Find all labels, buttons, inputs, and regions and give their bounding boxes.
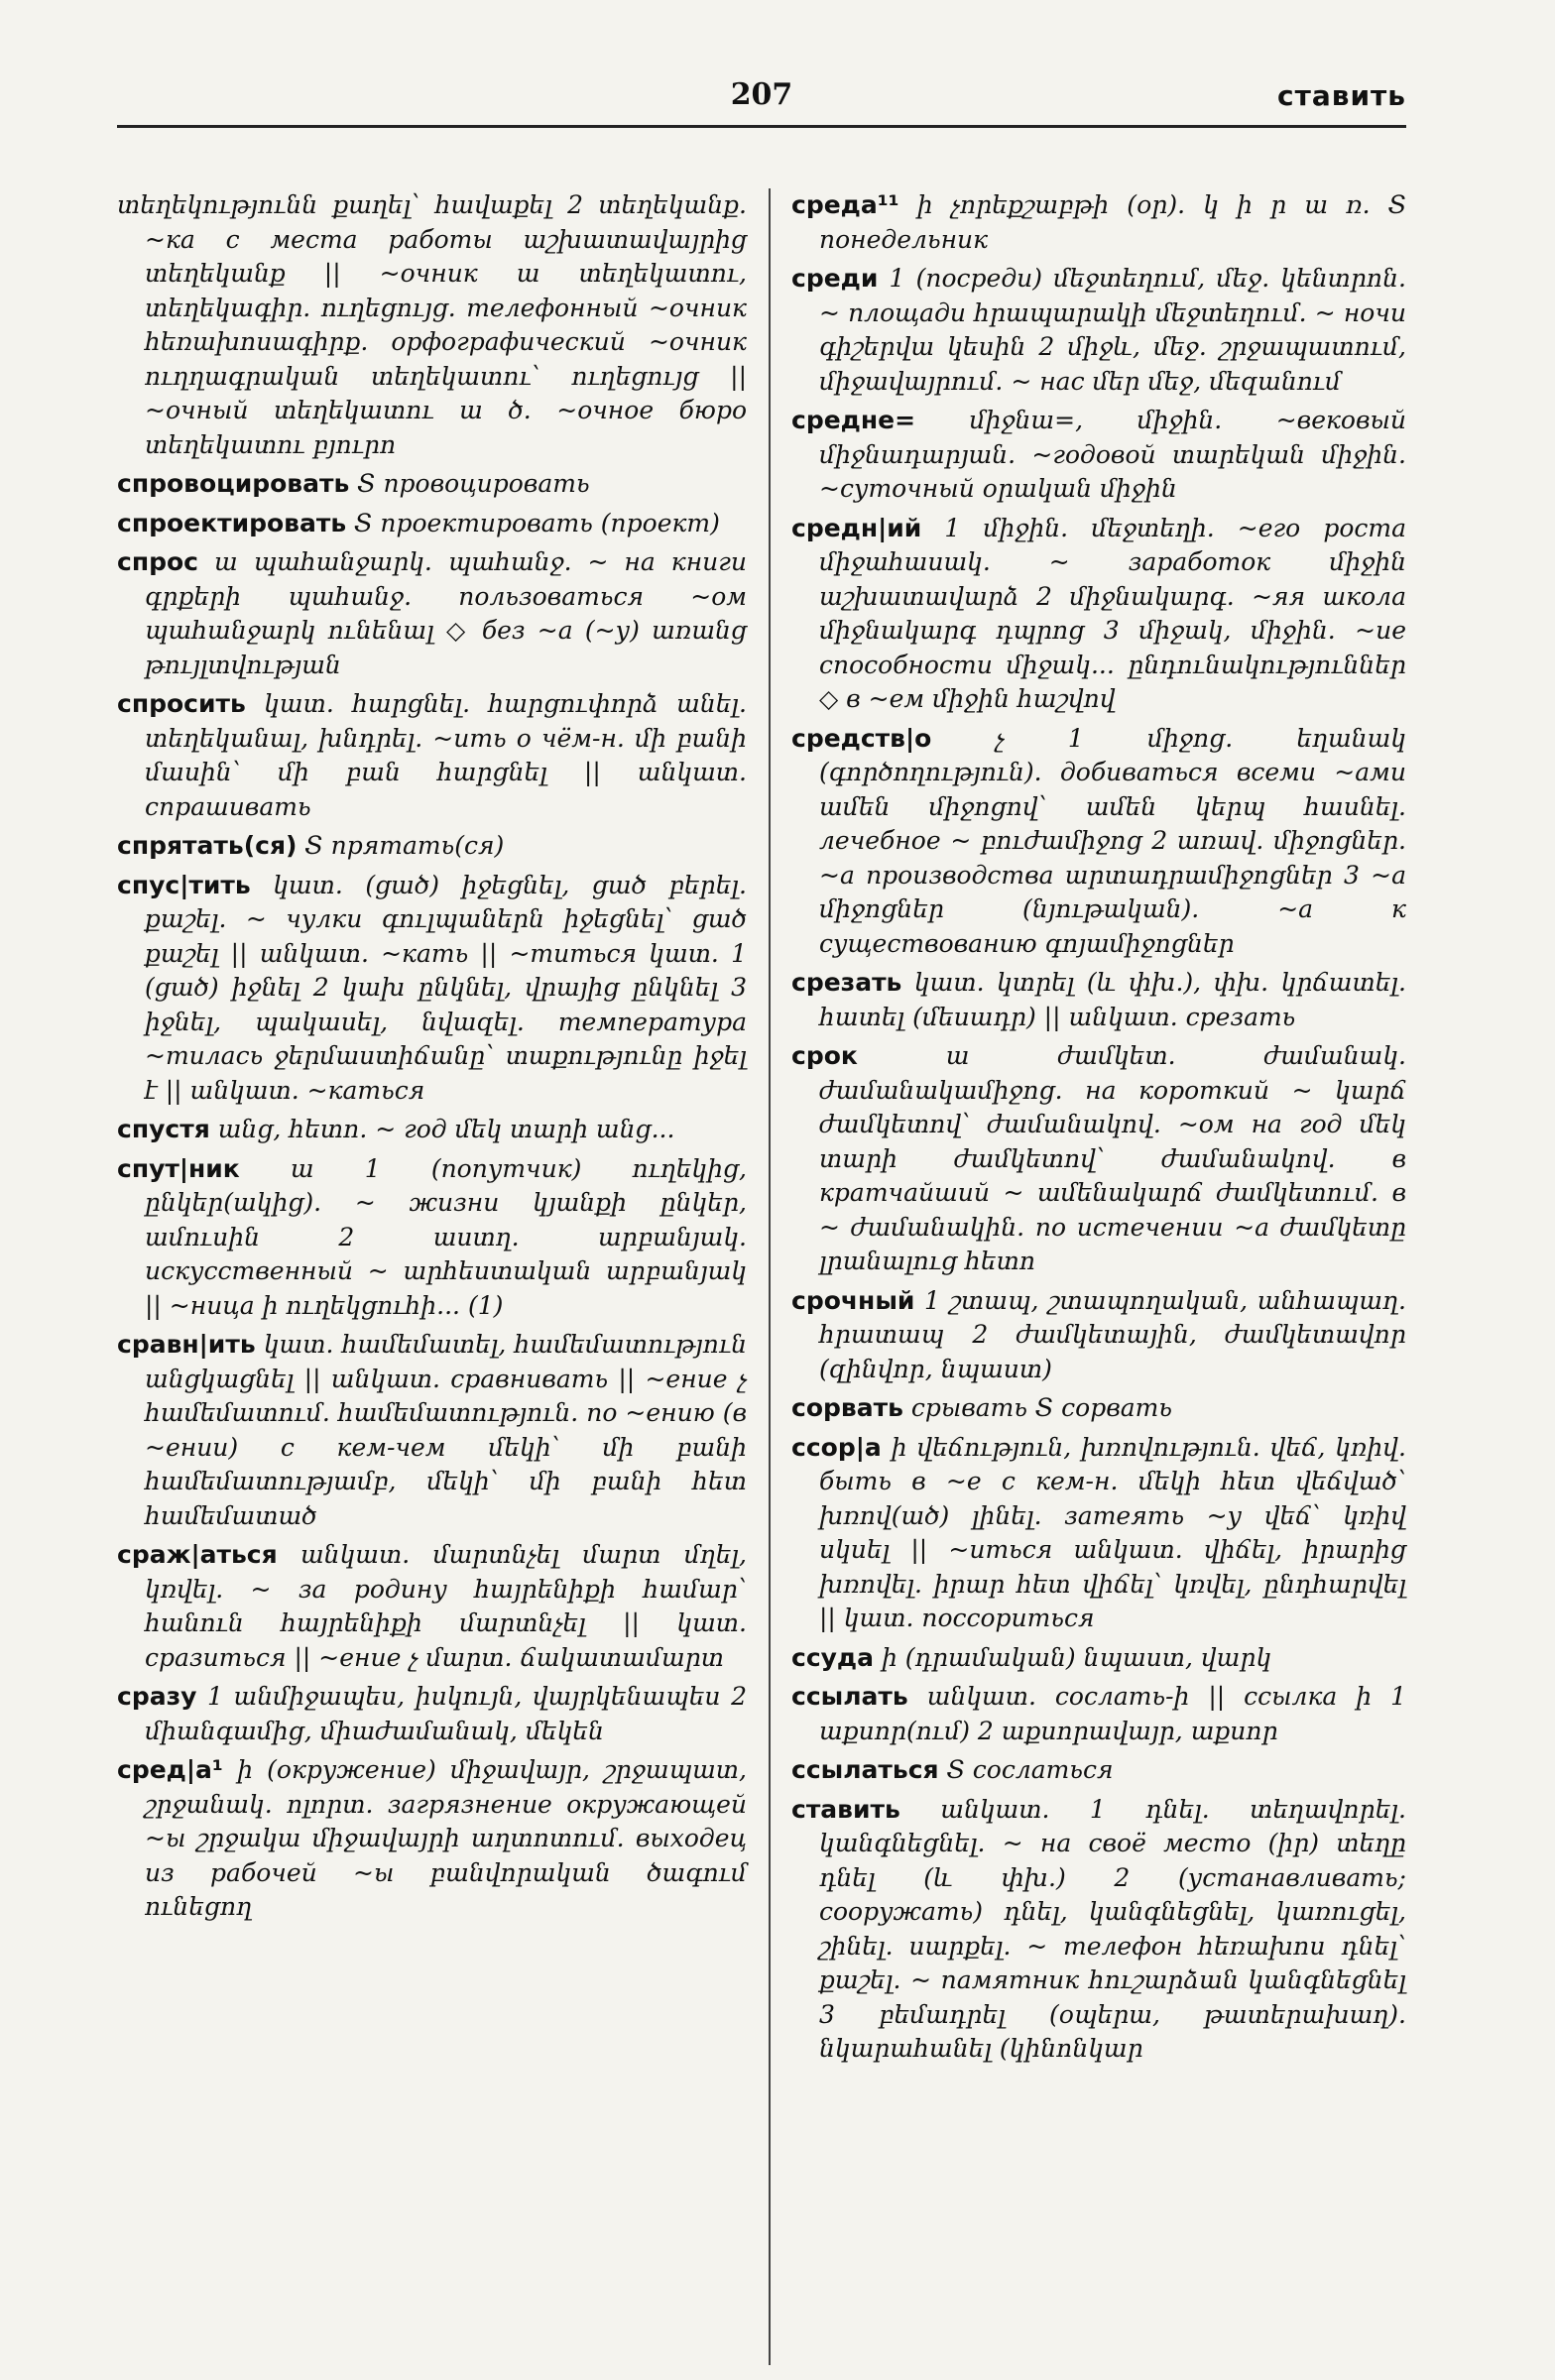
dictionary-entry (117, 188, 747, 462)
entry-text: կատ. համեմատել, համեմատություն անցկացնել || անկատ. сравнивать || ~ение չ համեմատում. համեմատություն. по ~ению (в ~ении) с кем-чем մեկի՝ մի բանի համեմատությամբ, մեկի՝ մի բանի հետ համեմատած (145, 1330, 747, 1530)
entry-headword: ссылать (791, 1682, 908, 1711)
entry-headword: ссор|а (791, 1432, 882, 1462)
entry-text: կատ. (ցած) իջեցնել, ցած բերել. քաշել. ~ чулки գուլպաներն իջեցնել՝ ցած քաշել || անկատ. ~кать || ~титься կատ. 1 (ցած) իջնել 2 կախ ընկնել, վրայից ընկնել 3 իջնել, պակասել, նվազել. температура ~тилась ջերմաստիճանը՝ տաքությունը իջել է || անկատ. ~каться (145, 870, 747, 1105)
entry-text: ա պահանջարկ. պահանջ. ~ на книги գրքերի պահանջ. пользоваться ~ом պահանջարկ ունենալ ◇ без ~а (~у) առանց թույլտվության (145, 547, 747, 679)
entry-headword: срезать (791, 968, 902, 997)
entry-headword: срок (791, 1041, 858, 1070)
entry-text: տեղեկությունն քաղել՝ հավաքել 2 տեղեկանք. ~ка с места работы աշխատավայրից տեղեկանք || ~очник ա տեղեկատու, տեղեկագիր. ուղեցույց. телефонный ~очник հեռախոսագիրք. орфографический ~очник ուղղագրական տեղեկատու՝ ուղեցույց || ~очный տեղեկատու ա ծ. ~очное бюро տեղեկատու բյուրո (117, 190, 747, 459)
entry-headword: срочный (791, 1285, 915, 1315)
entry-text: ա ժամկետ. ժամանակ. ժամանակամիջոց. на короткий ~ կարճ ժամկետով՝ ժամանակով. ~ом на год մեկ տարի ժամկետով՝ ժամանակով. в кратчайший ~ ամենակարճ ժամկետում. в ~ ժամանակին. по истечении ~а ժամկետը լրանալուց հետո (819, 1041, 1406, 1275)
entry-headword: сраж|аться (117, 1540, 278, 1569)
running-head: ставить (1277, 79, 1406, 112)
entry-text: ի վեճություն, խռովություն. վեճ, կռիվ. быть в ~е с кем-н. մեկի հետ վեճված՝ խռով(ած) լինել. затеять ~у վեճ՝ կռիվ սկսել || ~иться անկատ. վիճել, իրարից խռովել. իրար հետ վիճել՝ կռվել, ընդհարվել || կատ. поссориться (819, 1432, 1406, 1632)
dictionary-entry (117, 1753, 747, 1925)
left-column (117, 188, 747, 1930)
entry-headword: спут|ник (117, 1153, 240, 1183)
dictionary-entry (791, 1680, 1406, 1748)
dictionary-entry (791, 512, 1406, 717)
entry-text: Տ прятать(ся) (304, 831, 505, 860)
entry-text: անկատ. մարտնչել մարտ մղել, կռվել. ~ за родину հայրենիքի համար՝ հանուն հայրենիքի մարտնչել || կատ. сразиться || ~ение չ մարտ. ճակատամարտ (145, 1540, 747, 1672)
entry-text: կատ. հարցնել. հարցուփորձ անել. տեղեկանալ, խնդրել. ~ить о чём-н. մի բանի մասին՝ մի բան հարցնել || անկատ. спрашивать (145, 689, 747, 821)
dictionary-entry (791, 1039, 1406, 1279)
dictionary-entry (117, 507, 747, 541)
dictionary-entry (117, 829, 747, 864)
entry-headword: ссуда (791, 1642, 874, 1672)
dictionary-entry (117, 1328, 747, 1533)
dictionary-entry (791, 1431, 1406, 1636)
dictionary-entry (117, 467, 747, 502)
dictionary-entry (791, 1284, 1406, 1387)
entry-headword: ставить (791, 1794, 900, 1824)
entry-text: անց, հետո. ~ год մեկ տարի անց... (217, 1115, 675, 1143)
dictionary-entry (117, 1152, 747, 1324)
entry-text: срывать Տ сорвать (910, 1393, 1172, 1422)
entry-text: միջնա=, միջին. ~вековый միջնադարյան. ~годовой տարեկան միջին. ~суточный օրական միջին (819, 406, 1406, 503)
dictionary-entry (791, 1793, 1406, 2067)
header-rule (117, 125, 1406, 128)
entry-headword: средне= (791, 406, 916, 434)
dictionary-entry (117, 1680, 747, 1748)
entry-text: անկատ. 1 դնել. տեղավորել. կանգնեցնել. ~ на своё место (իր) տեղը դնել (և փխ.) 2 (устанавливать; сооружать) դնել, կանգնեցնել, կառուցել, շինել. սարքել. ~ телефон հեռախոս դնել՝ քաշել. ~ памятник հուշարձան կանգնեցնել 3 բեմադրել (օպերա, թատերախաղ). նկարահանել (կինոնկար (819, 1794, 1406, 2063)
entry-headword: средн|ий (791, 513, 922, 542)
dictionary-entry (791, 262, 1406, 399)
entry-text: չ 1 միջոց. եղանակ (գործողություն). добиваться всеми ~ами ամեն միջոցով՝ ամեն կերպ հասնել. лечебное ~ բուժամիջոց 2 առավ. միջոցներ. ~а производства արտադրամիջոցներ 3 ~а միջոցներ (նյութական). ~а к существованию գոյամիջոցներ (819, 723, 1406, 958)
dictionary-entry (117, 545, 747, 682)
entry-headword: среда¹¹ (791, 190, 899, 219)
entry-text: անկատ. сослать-ի || ссылка ի 1 աքսոր(ում) 2 աքսորավայր, աքսոր (819, 1682, 1406, 1745)
dictionary-entry (117, 687, 747, 824)
entry-headword: спустя (117, 1115, 210, 1143)
entry-headword: спус|тить (117, 870, 251, 899)
entry-text: 1 շտապ, շտապողական, անհապաղ. հրատապ 2 ժամկետային, ժամկետավոր (զինվոր, նպաստ) (819, 1285, 1406, 1383)
dictionary-entry (791, 722, 1406, 962)
dictionary-entry (117, 869, 747, 1109)
entry-headword: спрос (117, 547, 198, 576)
entry-text: ա 1 (попутчик) ուղեկից, ընկեր(ակից). ~ жизни կյանքի ընկեր, ամուսին 2 աստղ. արբանյակ. искусственный ~ արհեստական արբանյակ || ~ница ի ուղեկցուհի... (1) (145, 1153, 747, 1320)
dictionary-entry (791, 1391, 1406, 1426)
entry-headword: спроектировать (117, 508, 347, 537)
entry-text: 1 անմիջապես, իսկույն, վայրկենապես 2 միանգամից, միաժամանակ, մեկեն (145, 1682, 747, 1745)
entry-headword: спросить (117, 689, 246, 718)
entry-headword: среди (791, 264, 879, 293)
dictionary-entry (117, 1113, 747, 1147)
entry-text: ի չորեքշաբթի (օր). կ ի ր ա ռ. Տ понедельник (819, 190, 1406, 254)
dictionary-entry (791, 188, 1406, 257)
entry-headword: сразу (117, 1682, 197, 1711)
dictionary-entry (791, 966, 1406, 1034)
entry-text: ի (окружение) միջավայր, շրջապատ, շրջանակ. ոլորտ. загрязнение окружающей ~ы շրջակա միջավայրի աղտոտում. выходец из рабочей ~ы բանվորական ծագում ունեցող (145, 1755, 747, 1921)
dictionary-entry (791, 404, 1406, 507)
entry-headword: сред|а¹ (117, 1755, 223, 1784)
dictionary-entry (791, 1753, 1406, 1788)
entry-headword: сорвать (791, 1393, 903, 1422)
right-column (791, 188, 1406, 2072)
entry-text: կատ. կտրել (և փխ.), փխ. կրճատել. հատել (մեսադր) || անկատ. срезать (819, 968, 1406, 1031)
entry-text: Տ проектировать (проект) (354, 508, 720, 537)
page-header (117, 69, 1406, 119)
dictionary-entry (791, 1641, 1406, 1676)
dictionary-entry (117, 1538, 747, 1675)
entry-text: ի (դրամական) նպաստ, վարկ (881, 1642, 1272, 1672)
entry-headword: средств|о (791, 723, 932, 753)
entry-headword: спрятать(ся) (117, 831, 298, 860)
entry-text: 1 (посреди) մեջտեղում, մեջ. կենտրոն. ~ площади հրապարակի մեջտեղում. ~ ночи գիշերվա կեսին 2 միջև, մեջ. շրջապատում, միջավայրում. ~ нас մեր մեջ, մեզանում (819, 264, 1406, 396)
entry-headword: ссылаться (791, 1755, 939, 1784)
entry-text: 1 միջին. մեջտեղի. ~его роста միջահասակ. ~ заработок միջին աշխատավարձ 2 միջնակարգ. ~яя школа միջնակարգ դպրոց 3 միջակ, միջին. ~ие способности միջակ... ընդունակություններ ◇ в ~ем միջին հաշվով (819, 513, 1406, 713)
entry-headword: спровоцировать (117, 469, 350, 498)
page-number: 207 (730, 77, 793, 112)
entry-text: Տ сослаться (946, 1755, 1114, 1784)
entry-headword: сравн|ить (117, 1330, 256, 1359)
column-divider (769, 188, 771, 2365)
entry-text: Տ провоцировать (357, 469, 590, 498)
